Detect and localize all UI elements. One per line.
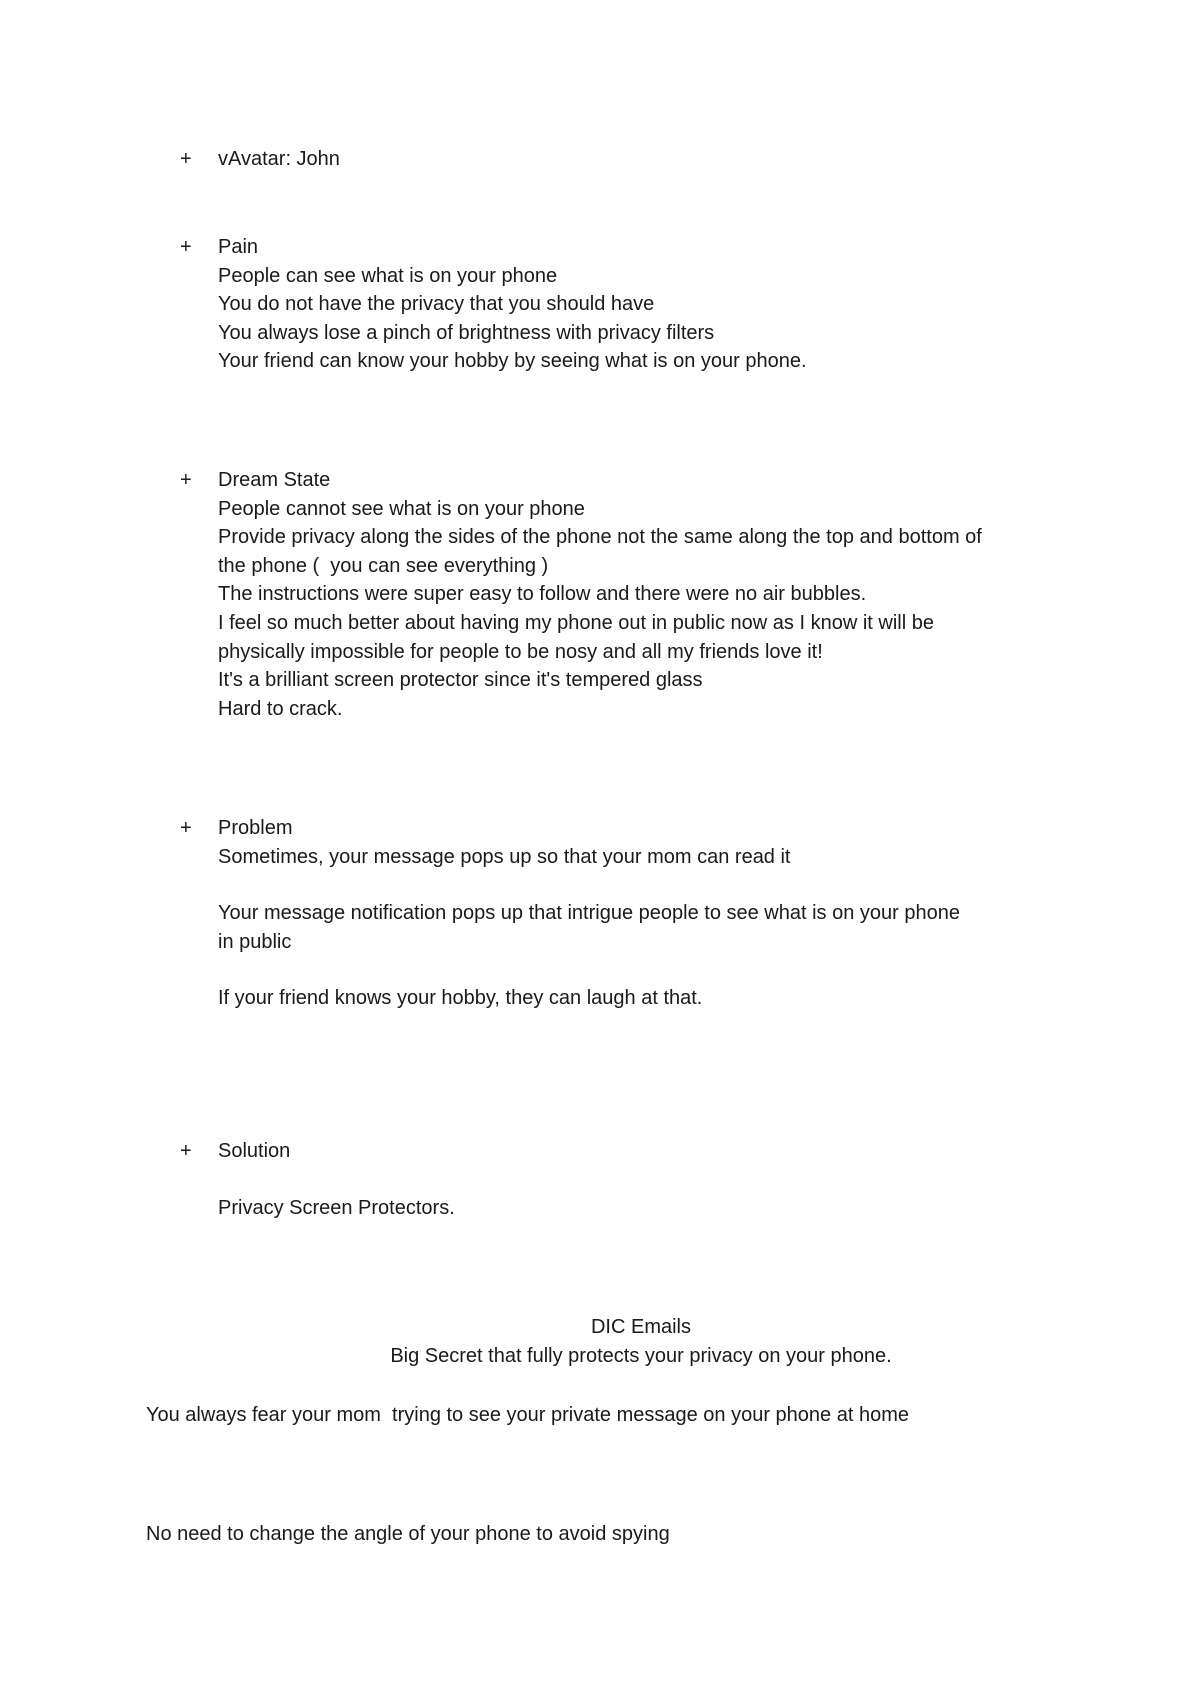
dream-line: Provide privacy along the sides of the phone not the same along the top and bottom of <box>218 526 982 549</box>
bullet-marker: + <box>180 817 192 839</box>
section-avatar <box>180 145 1060 174</box>
dream-line: physically impossible for people to be nosy and all my friends love it! <box>218 640 823 663</box>
problem-line: Sometimes, your message pops up so that your mom can read it <box>218 845 791 868</box>
avatar-heading: vAvatar: John <box>218 148 340 170</box>
dic-subtitle: Big Secret that fully protects your privacy on your phone. <box>390 1345 892 1367</box>
pain-line: You always lose a pinch of brightness with privacy filters <box>218 321 715 344</box>
dic-title: DIC Emails <box>590 1316 691 1338</box>
paragraph-gap <box>218 871 1060 899</box>
dream-line: the phone ( you can see everything ) <box>218 554 549 577</box>
dream-line: I feel so much better about having my phone out in public now as I know it will be <box>218 611 934 634</box>
bullet-marker: + <box>180 236 192 258</box>
problem-line: in public <box>218 930 292 953</box>
dream-line: Hard to crack. <box>218 697 343 720</box>
paragraph-gap <box>218 1166 1060 1194</box>
bullet-marker: + <box>180 148 192 170</box>
section-dream-state <box>180 466 1060 723</box>
section-solution <box>180 1137 1060 1222</box>
pain-line: Your friend can know your hobby by seeing what is on your phone. <box>218 350 807 373</box>
dream-line: It's a brilliant screen protector since it's tempered glass <box>218 669 703 692</box>
solution-line: Privacy Screen Protectors. <box>218 1196 455 1219</box>
section-pain <box>180 233 1060 376</box>
dic-line-fear: You always fear your mom trying to see your private message on your phone at home <box>146 1404 909 1426</box>
bullet-marker: + <box>180 469 192 491</box>
bullet-marker: + <box>180 1140 192 1162</box>
dream-heading: Dream State <box>218 469 331 491</box>
paragraph-gap <box>218 956 1060 984</box>
dic-line-angle: No need to change the angle of your phone to avoid spying <box>146 1523 670 1545</box>
dream-line: People cannot see what is on your phone <box>218 497 585 520</box>
dream-line: The instructions were super easy to follow and there were no air bubbles. <box>218 583 867 606</box>
pain-line: People can see what is on your phone <box>218 264 558 287</box>
problem-line: If your friend knows your hobby, they can laugh at that. <box>218 987 703 1010</box>
pain-heading: Pain <box>218 236 259 258</box>
solution-heading: Solution <box>218 1140 291 1162</box>
problem-line: Your message notification pops up that intrigue people to see what is on your phone <box>218 902 960 925</box>
problem-heading: Problem <box>218 817 293 839</box>
section-problem <box>180 814 1060 1013</box>
pain-line: You do not have the privacy that you should have <box>218 293 655 316</box>
